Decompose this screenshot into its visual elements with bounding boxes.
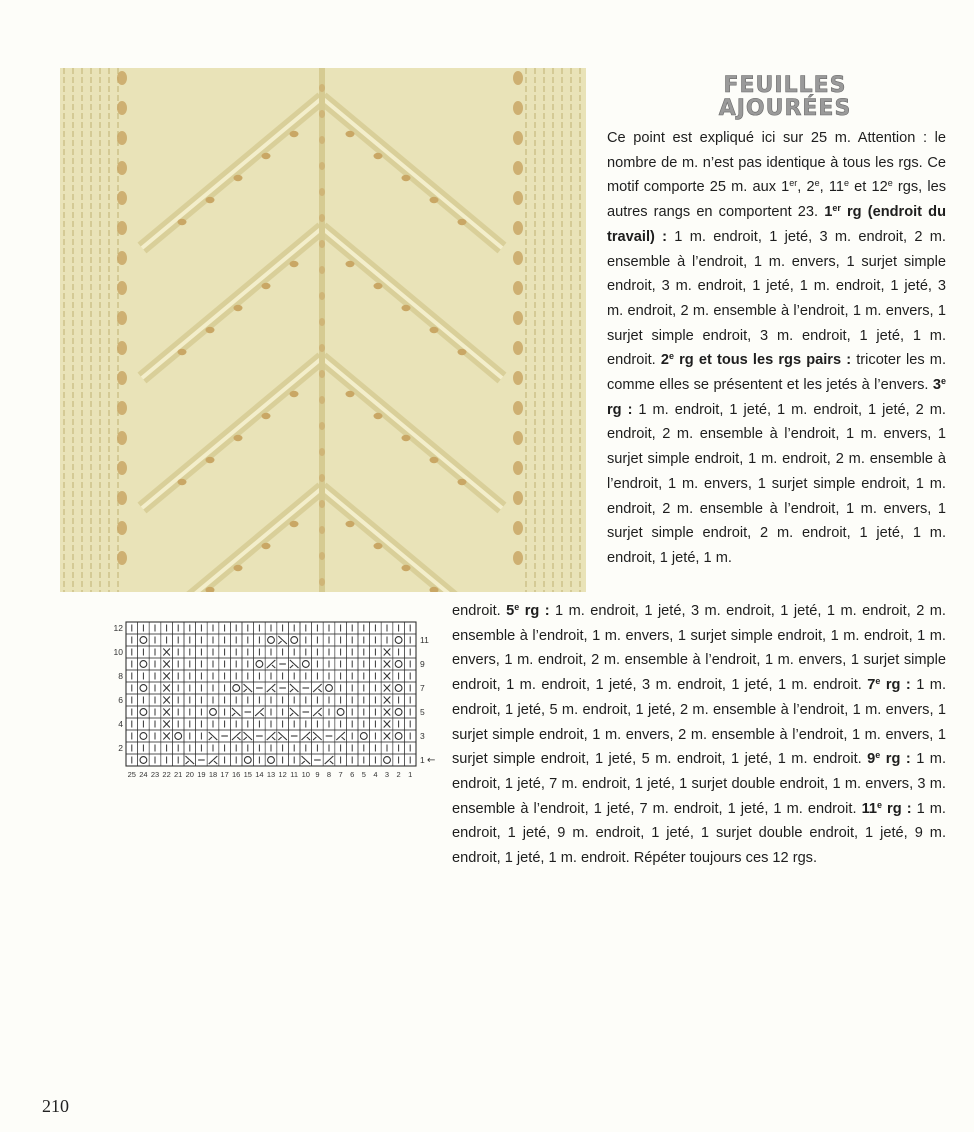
- side-eyelet: [117, 221, 127, 235]
- column-label: 25: [127, 770, 136, 779]
- column-label: 9: [315, 770, 320, 779]
- side-eyelet: [117, 101, 127, 115]
- side-eyelet: [513, 431, 523, 445]
- leaf-eyelet: [206, 197, 215, 203]
- column-label: 14: [255, 770, 264, 779]
- center-eyelet: [319, 500, 325, 508]
- leaf-eyelet: [234, 305, 243, 311]
- start-arrow-icon: ←: [427, 755, 436, 766]
- center-eyelet: [319, 552, 325, 560]
- leaf-eyelet: [262, 153, 271, 159]
- side-eyelet: [513, 131, 523, 145]
- page-title: [690, 74, 880, 120]
- column-label: 19: [197, 770, 206, 779]
- side-eyelet: [513, 161, 523, 175]
- side-eyelet: [513, 191, 523, 205]
- leaf-eyelet: [262, 283, 271, 289]
- column-label: 24: [139, 770, 148, 779]
- center-eyelet: [319, 448, 325, 456]
- side-eyelet: [117, 461, 127, 475]
- center-eyelet: [319, 396, 325, 404]
- column-label: 1: [408, 770, 413, 779]
- side-eyelet: [513, 311, 523, 325]
- leaf-eyelet: [430, 457, 439, 463]
- leaf-eyelet: [458, 349, 467, 355]
- leaf-eyelet: [178, 219, 187, 225]
- side-eyelet: [513, 491, 523, 505]
- column-label: 11: [290, 770, 299, 779]
- leaf-eyelet: [430, 197, 439, 203]
- column-label: 4: [373, 770, 378, 779]
- side-eyelet: [117, 341, 127, 355]
- leaf-eyelet: [206, 327, 215, 333]
- side-eyelet: [117, 491, 127, 505]
- column-label: 8: [326, 770, 332, 779]
- side-eyelet: [117, 71, 127, 85]
- row-label-left: 8: [118, 671, 123, 681]
- leaf-eyelet: [346, 391, 355, 397]
- center-eyelet: [319, 370, 325, 378]
- leaf-eyelet: [458, 479, 467, 485]
- column-label: 15: [243, 770, 252, 779]
- row-label-right: 11: [420, 635, 429, 645]
- leaf-eyelet: [374, 153, 383, 159]
- center-eyelet: [319, 84, 325, 92]
- row-label-right: 5: [420, 707, 425, 717]
- center-eyelet: [319, 214, 325, 222]
- leaf-eyelet: [402, 175, 411, 181]
- column-label: 16: [232, 770, 241, 779]
- center-eyelet: [319, 110, 325, 118]
- title-line-2: AJOURÉES: [718, 96, 852, 121]
- side-eyelet: [513, 401, 523, 415]
- leaf-eyelet: [234, 565, 243, 571]
- leaf-eyelet: [374, 543, 383, 549]
- center-eyelet: [319, 266, 325, 274]
- row-label-left: 6: [118, 695, 123, 705]
- column-label: 13: [266, 770, 276, 779]
- leaf-eyelet: [262, 543, 271, 549]
- row-label-left: 4: [118, 719, 123, 729]
- leaf-eyelet: [346, 131, 355, 137]
- side-eyelet: [117, 161, 127, 175]
- leaf-eyelet: [178, 349, 187, 355]
- side-eyelet: [513, 101, 523, 115]
- leaf-eyelet: [178, 479, 187, 485]
- leaf-eyelet: [262, 413, 271, 419]
- row-label-right: 9: [420, 659, 425, 669]
- leaf-eyelet: [290, 391, 299, 397]
- side-eyelet: [513, 551, 523, 565]
- column-label: 2: [396, 770, 401, 779]
- side-eyelet: [117, 281, 127, 295]
- column-label: 6: [350, 770, 355, 779]
- column-label: 5: [361, 770, 366, 779]
- side-eyelet: [117, 371, 127, 385]
- leaf-eyelet: [346, 261, 355, 267]
- side-eyelet: [513, 341, 523, 355]
- title-line-1: FEUILLES: [723, 73, 847, 98]
- center-eyelet: [319, 422, 325, 430]
- leaf-eyelet: [290, 131, 299, 137]
- side-eyelet: [513, 221, 523, 235]
- leaf-eyelet: [290, 261, 299, 267]
- leaf-eyelet: [346, 521, 355, 527]
- side-eyelet: [513, 281, 523, 295]
- side-eyelet: [513, 371, 523, 385]
- center-eyelet: [319, 474, 325, 482]
- center-eyelet: [319, 318, 325, 326]
- column-label: 17: [220, 770, 229, 779]
- side-eyelet: [117, 401, 127, 415]
- center-eyelet: [319, 162, 325, 170]
- column-label: 20: [185, 770, 194, 779]
- column-label: 21: [174, 770, 183, 779]
- row-label-right: 7: [420, 683, 425, 693]
- leaf-eyelet: [402, 305, 411, 311]
- leaf-eyelet: [430, 327, 439, 333]
- side-eyelet: [117, 251, 127, 265]
- side-eyelet: [513, 251, 523, 265]
- column-label: 23: [150, 770, 160, 779]
- row-label-left: 12: [113, 623, 123, 633]
- instructions-column: Ce point est expliqué ici sur 25 m. Attention : le nombre de m. n’est pas identique à tous les rgs. Ce motif comporte 25 m. aux 1er, 2e, 11e et 12e rgs, les autres rangs en comportent 23. 1er rg (endroit du travail) : 1 m. endroit, 1 jeté, 3 m. endroit, 2 m. ensemble à l’endroit, 1 m. envers, 1 surjet simple endroit, 3 m. endroit, 1 jeté, 1 m. endroit, 1 jeté, 3 m. endroit, 2 m. ensemble à l’endroit, 1 m. envers, 1 surjet simple endroit, 3 m. endroit, 1 jeté, 1 m. endroit. 2e rg et tous les rgs pairs : tricoter les m. comme elles se présentent et les jetés à l’envers. 3e rg : 1 m. endroit, 1 jeté, 1 m. endroit, 1 jeté, 2 m. endroit, 2 m. ensemble à l’endroit, 1 m. envers, 1 surjet simple endroit, 1 m. endroit, 2 m. ensemble à l’endroit, 1 m. envers, 1 surjet simple endroit, 1 m. endroit, 2 m. ensemble à l’endroit, 1 m. envers, 1 surjet simple endroit, 2 m. endroit, 1 jeté, 1 m. endroit, 1 jeté, 1 m.: [607, 130, 947, 566]
- column-label: 22: [162, 770, 171, 779]
- side-eyelet: [117, 521, 127, 535]
- column-label: 18: [208, 770, 218, 779]
- side-eyelet: [117, 131, 127, 145]
- side-eyelet: [117, 551, 127, 565]
- column-label: 3: [384, 770, 390, 779]
- row-label-right: 3: [420, 731, 425, 741]
- knitting-swatch-photo: [60, 68, 586, 592]
- side-eyelet: [117, 311, 127, 325]
- center-eyelet: [319, 292, 325, 300]
- instructions-continued: endroit. 5e rg : 1 m. endroit, 1 jeté, 3 m. endroit, 1 jeté, 1 m. endroit, 2 m. ensemble à l’endroit, 1 m. envers, 1 surjet simple endroit, 1 m. endroit, 1 m. envers, 1 m. endroit, 2 m. ensemble à l’endroit, 1 m. envers, 1 surjet simple endroit, 1 m. endroit, 1 jeté, 3 m. endroit, 1 jeté, 1 m. endroit. 7e rg : 1 m. endroit, 1 jeté, 5 m. endroit, 1 jeté, 2 m. ensemble à l’endroit, 1 m. envers, 1 surjet simple endroit, 1 m. envers, 2 m. ensemble à l’endroit, 1 m. envers, 1 surjet simple endroit, 1 jeté, 5 m. endroit, 1 jeté, 1 m. endroit. 9e rg : 1 m. endroit, 1 jeté, 7 m. endroit, 1 jeté, 1 surjet double endroit, 1 m. envers, 3 m. ensemble à l’endroit, 1 jeté, 7 m. endroit, 1 jeté, 1 m. endroit. 11e rg : 1 m. endroit, 1 jeté, 9 m. endroit, 1 jeté, 1 surjet double endroit, 1 jeté, 9 m. endroit, 1 jeté, 1 m. endroit. Répéter toujours ces 12 rgs.: [452, 602, 947, 867]
- leaf-eyelet: [458, 219, 467, 225]
- side-eyelet: [513, 521, 523, 535]
- side-eyelet: [117, 191, 127, 205]
- row-label-left: 10: [113, 647, 123, 657]
- center-eyelet: [319, 526, 325, 534]
- column-label: 10: [301, 770, 310, 779]
- leaf-eyelet: [206, 457, 215, 463]
- row-label-right: 1: [420, 755, 425, 765]
- center-eyelet: [319, 188, 325, 196]
- leaf-eyelet: [234, 175, 243, 181]
- center-eyelet: [319, 240, 325, 248]
- column-label: 12: [278, 770, 287, 779]
- side-eyelet: [117, 431, 127, 445]
- side-eyelet: [513, 461, 523, 475]
- column-label: 7: [338, 770, 343, 779]
- leaf-eyelet: [290, 521, 299, 527]
- leaf-eyelet: [374, 283, 383, 289]
- stitch-chart: [108, 620, 448, 780]
- leaf-eyelet: [234, 435, 243, 441]
- row-label-left: 2: [118, 743, 123, 753]
- center-eyelet: [319, 344, 325, 352]
- leaf-eyelet: [402, 435, 411, 441]
- page-number: 210: [42, 1096, 69, 1116]
- stitch-chart-grid: [108, 620, 448, 780]
- leaf-eyelet: [402, 565, 411, 571]
- leaf-eyelet: [374, 413, 383, 419]
- center-eyelet: [319, 136, 325, 144]
- center-eyelet: [319, 578, 325, 586]
- swatch-illustration: [60, 68, 586, 592]
- side-eyelet: [513, 71, 523, 85]
